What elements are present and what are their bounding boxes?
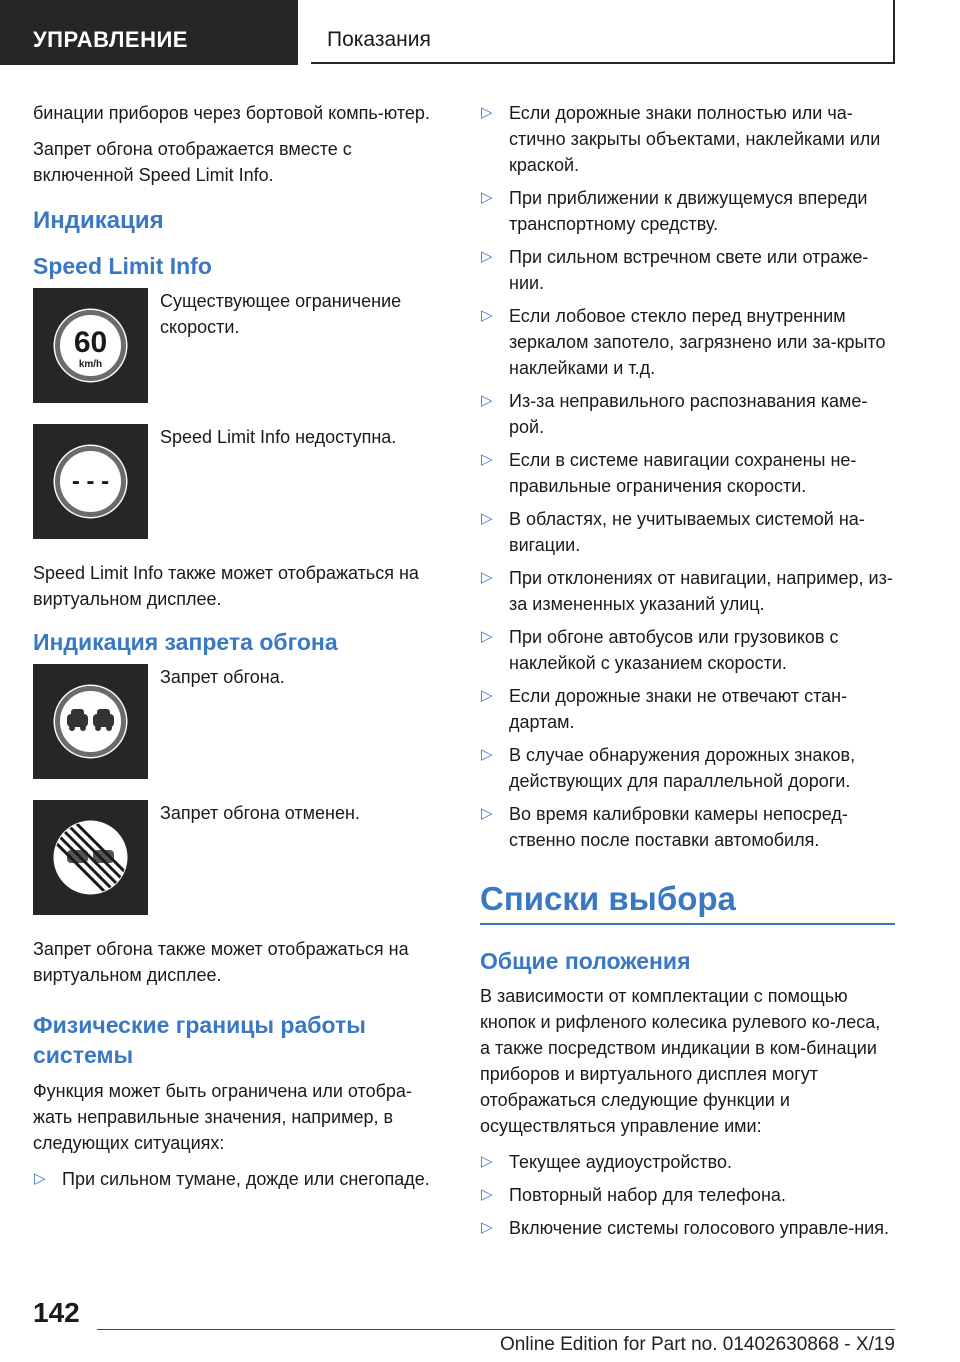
heading-speed-limit-info: Speed Limit Info (33, 253, 212, 279)
list-item: ▷ В областях, не учитываемых системой на-вигации. (480, 506, 895, 558)
sign-caption: Запрет обгона отменен. (160, 803, 360, 823)
no-overtaking-sign-icon (33, 664, 148, 779)
page-number: 142 (33, 1297, 80, 1328)
heading-indication: Индикация (33, 207, 164, 234)
sign-row-speed-limit (33, 288, 445, 403)
footer-edition: Online Edition for Part no. 01402630868 - X/19 (499, 1334, 895, 1355)
right-column (480, 100, 895, 1248)
list-item: ▷ При приближении к движущемуся впереди транспортному средству. (480, 185, 895, 237)
bullet-triangle-icon: ▷ (481, 307, 493, 324)
heading-no-overtaking: Индикация запрета обгона (33, 629, 338, 655)
sign-caption: Существующее ограничение скорости. (160, 291, 402, 337)
list-item: ▷ Текущее аудиоустройство. (480, 1149, 895, 1175)
list-item: ▷ В случае обнаружения дорожных знаков, действующих для параллельной дороги. (480, 742, 895, 794)
bullet-triangle-icon: ▷ (481, 189, 493, 206)
intro-paragraph-2: Запрет обгона отображается вместе с включенной Speed Limit Info. (33, 139, 352, 185)
bullet-triangle-icon: ▷ (481, 392, 493, 409)
left-column (33, 100, 445, 1199)
bullet-triangle-icon: ▷ (481, 104, 493, 121)
footer-divider (97, 1329, 895, 1330)
bullet-triangle-icon: ▷ (481, 1219, 493, 1236)
list-item: ▷ Во время калибровки камеры непосред-ственно после поставки автомобиля. (480, 801, 895, 853)
list-item: ▷ При обгоне автобусов или грузовиков с наклейкой с указанием скорости. (480, 624, 895, 676)
list-item: ▷ При сильном тумане, дожде или снегопаде. (33, 1166, 445, 1192)
list-item: ▷ Если дорожные знаки не отвечают стан-дартам. (480, 683, 895, 735)
end-no-overtaking-sign-icon (33, 800, 148, 915)
list-item: ▷ При отклонениях от навигации, например, из-за измененных указаний улиц. (480, 565, 895, 617)
bullet-triangle-icon: ▷ (481, 746, 493, 763)
intro-paragraph: бинации приборов через бортовой компь-ютер. (33, 103, 430, 123)
list-item: ▷ Если в системе навигации сохранены не-правильные ограничения скорости. (480, 447, 895, 499)
speed-limit-unit: km/h (78, 359, 103, 370)
unavailable-dashes: - - - (71, 468, 110, 495)
bullet-triangle-icon: ▷ (481, 569, 493, 586)
list-item: ▷ Повторный набор для телефона. (480, 1182, 895, 1208)
section-title: УПРАВЛЕНИЕ (33, 27, 188, 52)
general-paragraph: В зависимости от комплектации с помощью кнопок и рифленого колесика рулевого ко-леса, а также посредством индикации в ком-бинации приборов и виртуального дисплея могут отображаться следующие функции и осуществляться управление ими: (480, 986, 881, 1136)
sign-row-unavailable (33, 424, 445, 539)
sign-caption: Speed Limit Info недоступна. (160, 427, 397, 447)
heading-system-limits: Физические границы работы системы (33, 1012, 366, 1068)
sign-caption: Запрет обгона. (160, 667, 285, 687)
paragraph-virtual-display: Speed Limit Info также может отображаться на виртуальном дисплее. (33, 563, 419, 609)
section-header (0, 0, 298, 65)
heading-general: Общие положения (480, 948, 691, 974)
sign-row-no-overtaking (33, 664, 445, 779)
list-item: ▷ Из-за неправильного распознавания каме-рой. (480, 388, 895, 440)
functions-list (480, 1149, 895, 1241)
list-item: ▷ Если дорожные знаки полностью или ча-стично закрыты объектами, наклейками или краской. (480, 100, 895, 178)
sign-row-overtaking-cancelled (33, 800, 445, 915)
chapter-title: Показания (327, 28, 431, 51)
bullet-triangle-icon: ▷ (481, 1186, 493, 1203)
heading-selection-lists: Списки выбора (480, 879, 895, 925)
list-item: ▷ При сильном встречном свете или отраже-нии. (480, 244, 895, 296)
bullet-triangle-icon: ▷ (34, 1170, 46, 1187)
bullet-triangle-icon: ▷ (481, 687, 493, 704)
limits-list-continued (480, 100, 895, 853)
chapter-header (311, 0, 895, 64)
bullet-triangle-icon: ▷ (481, 451, 493, 468)
list-item: ▷ Включение системы голосового управле-ния. (480, 1215, 895, 1241)
unavailable-sign-icon (33, 424, 148, 539)
bullet-triangle-icon: ▷ (481, 248, 493, 265)
list-item: ▷ Если лобовое стекло перед внутренним зеркалом запотело, загрязнено или за-крыто наклейками и т.д. (480, 303, 895, 381)
bullet-triangle-icon: ▷ (481, 1153, 493, 1170)
limits-list (33, 1166, 445, 1192)
bullet-triangle-icon: ▷ (481, 628, 493, 645)
limits-intro: Функция может быть ограничена или отобра-жать неправильные значения, например, в следующих ситуациях: (33, 1081, 412, 1153)
paragraph-virtual-display-2: Запрет обгона также может отображаться на виртуальном дисплее. (33, 939, 409, 985)
speed-limit-value: 60 (73, 326, 108, 359)
speed-limit-sign-icon (33, 288, 148, 403)
bullet-triangle-icon: ▷ (481, 805, 493, 822)
bullet-triangle-icon: ▷ (481, 510, 493, 527)
